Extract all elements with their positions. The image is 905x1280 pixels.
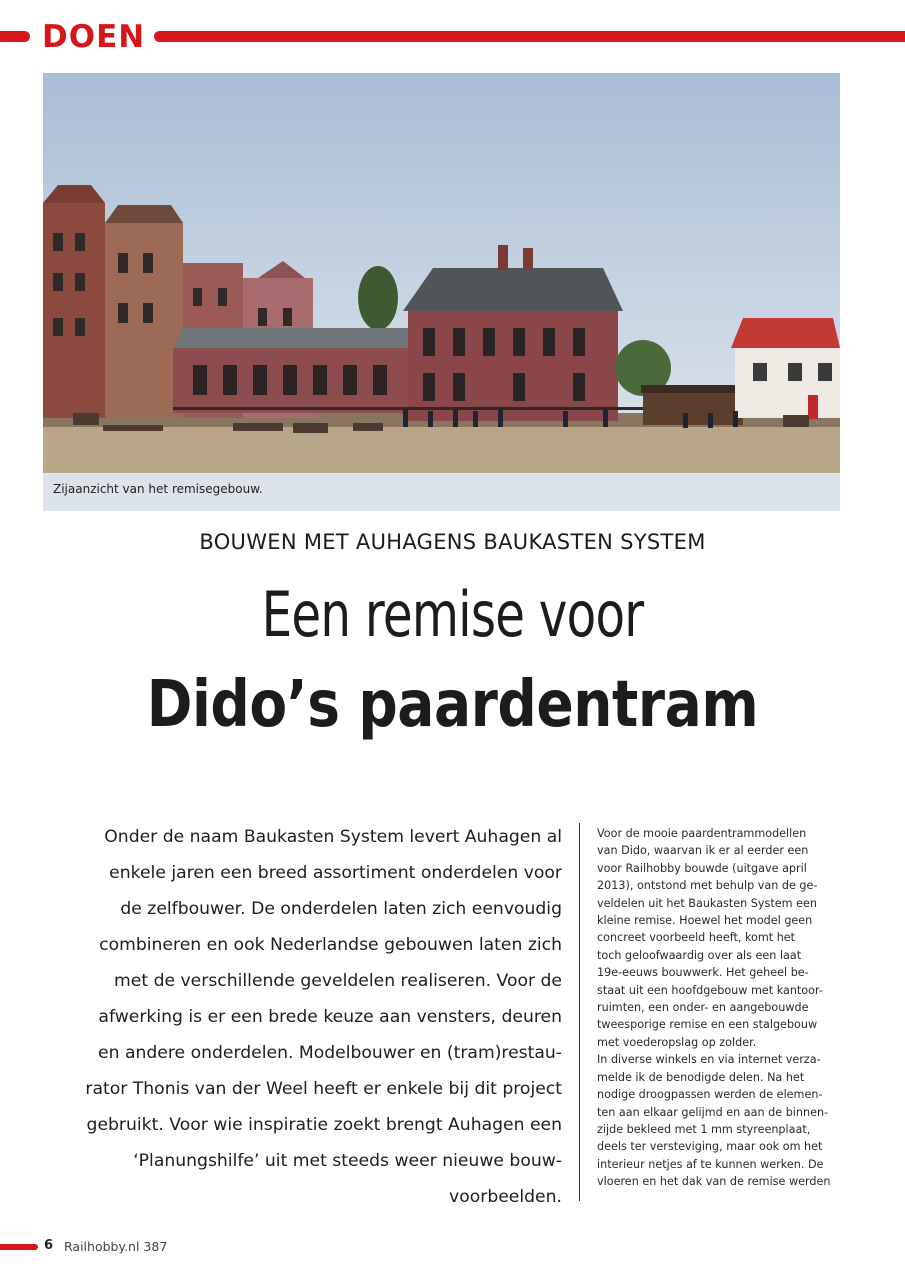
body-line: ruimten, een onder- en aangebouwde bbox=[597, 1001, 809, 1015]
body-line: vloeren en het dak van de remise werden bbox=[597, 1175, 831, 1189]
intro-line: combineren en ook Nederlandse gebouwen laten zich bbox=[99, 935, 562, 955]
body-line: 2013), ontstond met behulp van de ge- bbox=[597, 879, 818, 893]
intro-line: en andere onderdelen. Modelbouwer en (tram)restau- bbox=[98, 1043, 562, 1063]
body-line: melde ik de benodigde delen. Na het bbox=[597, 1070, 805, 1084]
body-line: In diverse winkels en via internet verza- bbox=[597, 1053, 821, 1067]
body-line: interieur netjes af te kunnen werken. De bbox=[597, 1157, 824, 1171]
body-line: van Dido, waarvan ik er al eerder een bbox=[597, 844, 809, 858]
photo-caption-box bbox=[43, 473, 840, 511]
header-bar-right bbox=[154, 31, 905, 42]
section-label: DOEN bbox=[42, 19, 146, 55]
body-line: 19e-eeuws bouwwerk. Het geheel be- bbox=[597, 966, 809, 980]
body-line: concreet voorbeeld heeft, komt het bbox=[597, 931, 796, 945]
body-line: zijde bekleed met 1 mm styreenplaat, bbox=[597, 1122, 811, 1136]
body-line: deels ter versteviging, maar ook om het bbox=[597, 1140, 823, 1154]
footer-source: Railhobby.nl 387 bbox=[64, 1239, 168, 1254]
intro-line: enkele jaren een breed assortiment onderdelen voor bbox=[109, 863, 562, 883]
footer-bar bbox=[0, 1244, 38, 1250]
column-divider bbox=[579, 823, 580, 1201]
body-line: staat uit een hoofdgebouw met kantoor- bbox=[597, 983, 823, 997]
intro-line: met de verschillende geveldelen realiseren. Voor de bbox=[114, 971, 562, 991]
body-line: ten aan elkaar gelijmd en aan de binnen- bbox=[597, 1105, 829, 1119]
article-intro bbox=[45, 819, 562, 1215]
intro-line: ‘Planungshilfe’ uit met steeds weer nieuwe bouw- bbox=[133, 1151, 562, 1171]
article-title-line1: Een remise voor bbox=[261, 578, 644, 651]
article-body bbox=[597, 825, 842, 1191]
header-bar-left bbox=[0, 31, 30, 42]
article-kicker: BOUWEN MET AUHAGENS BAUKASTEN SYSTEM bbox=[199, 530, 706, 554]
body-line: nodige droogpassen werden de elemen- bbox=[597, 1088, 823, 1102]
intro-line: gebruikt. Voor wie inspiratie zoekt brengt Auhagen een bbox=[86, 1115, 562, 1135]
intro-line: afwerking is er een brede keuze aan vensters, deuren bbox=[98, 1007, 562, 1027]
intro-line: Onder de naam Baukasten System levert Auhagen al bbox=[104, 827, 562, 847]
body-line: Voor de mooie paardentrammodellen bbox=[597, 827, 807, 840]
intro-line: voorbeelden. bbox=[449, 1187, 562, 1207]
intro-line: de zelfbouwer. De onderdelen laten zich eenvoudig bbox=[120, 899, 562, 919]
page-number: 6 bbox=[44, 1238, 54, 1253]
body-line: voor Railhobby bouwde (uitgave april bbox=[597, 861, 807, 875]
body-line: tweesporige remise en een stalgebouw bbox=[597, 1018, 818, 1032]
intro-line: rator Thonis van der Weel heeft er enkele bij dit project bbox=[85, 1079, 562, 1099]
body-line: veldelen uit het Baukasten System een bbox=[597, 896, 817, 910]
body-line: kleine remise. Hoewel het model geen bbox=[597, 914, 813, 928]
article-title-line2: Dido’s paardentram bbox=[146, 668, 759, 742]
article-photo bbox=[43, 73, 840, 473]
body-line: toch geloofwaardig over als een laat bbox=[597, 948, 802, 962]
photo-caption: Zijaanzicht van het remisegebouw. bbox=[53, 482, 263, 496]
body-line: met voederopslag op zolder. bbox=[597, 1035, 757, 1049]
